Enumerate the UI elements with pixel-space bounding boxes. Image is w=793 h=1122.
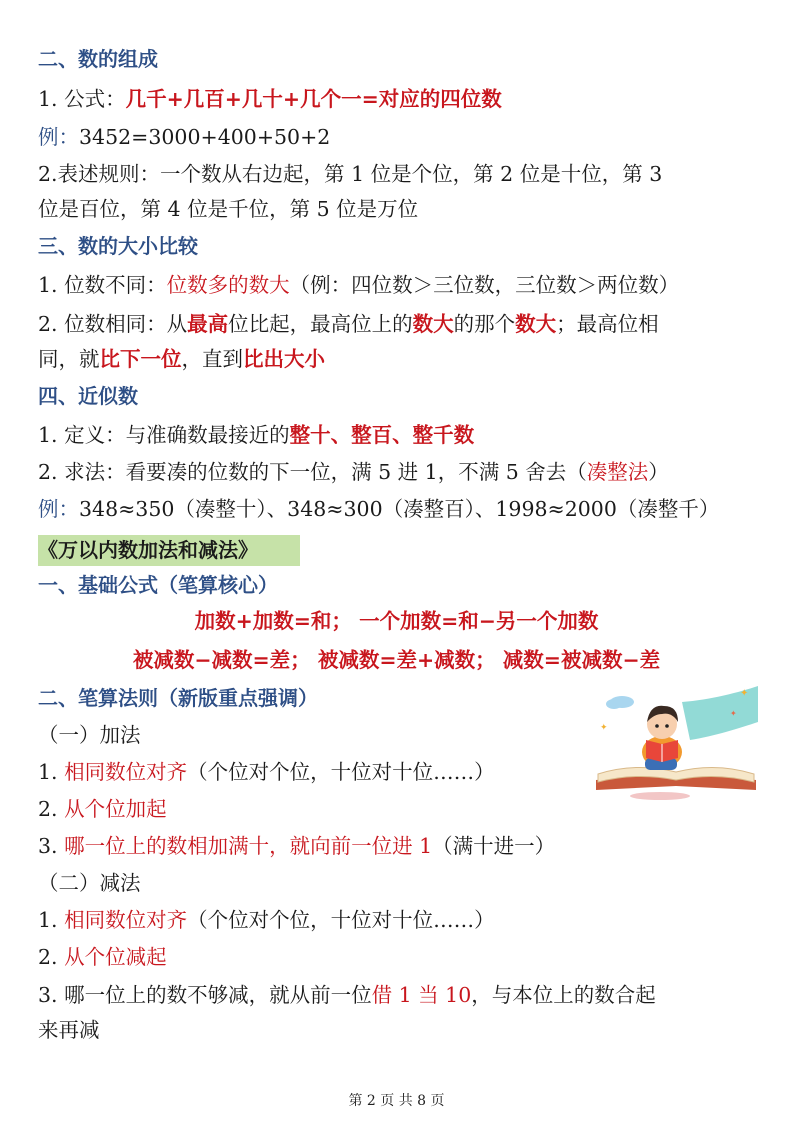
text-part: 1. 定义：与准确数最接近的	[38, 423, 290, 447]
emphasis: 相同数位对齐	[64, 908, 188, 932]
approx-example	[38, 494, 719, 524]
text-part: 1.	[38, 908, 65, 932]
compare-rule-2	[38, 309, 659, 339]
compare-rule-2-cont	[38, 344, 325, 374]
example-label: 例：	[38, 497, 79, 521]
sparkle-icon: ✦	[740, 688, 749, 699]
addition-rule-2	[38, 794, 167, 824]
subtraction-formulas: 被减数−减数=差； 被减数=差+减数； 减数=被减数−差	[132, 648, 661, 672]
text-part: 位比起，最高位上的	[228, 312, 413, 336]
emphasis: 相同数位对齐	[64, 760, 188, 784]
section-heading-formulas: 一、基础公式（笔算核心）	[38, 573, 278, 597]
subtraction-subheading: （二）减法	[38, 871, 141, 895]
text-part: 2.	[38, 945, 65, 969]
emphasis: 比下一位	[99, 347, 182, 371]
approx-method	[38, 457, 669, 487]
text-part: 2. 位数相同：从	[38, 312, 188, 336]
emphasis: 从个位减起	[64, 945, 167, 969]
text-part: （个位对个位，十位对十位……）	[187, 760, 495, 784]
emphasis: 借 1 当 10	[371, 983, 472, 1007]
subtraction-rule-1	[38, 905, 495, 935]
chapter-title: 《万以内数加法和减法》	[38, 535, 300, 566]
text-part: 2. 求法：看要凑的位数的下一位，满 5 进 1，不满 5 舍去（	[38, 460, 587, 484]
sparkle-icon: ✦	[600, 723, 608, 733]
text-part: 的那个	[453, 312, 516, 336]
child-eye	[655, 724, 659, 728]
formula-line	[38, 84, 502, 114]
text-part: 2.	[38, 797, 65, 821]
subtraction-rule-3	[38, 980, 656, 1010]
example-label: 例：	[38, 125, 79, 149]
compare-rule-1-label: 1. 位数不同：	[38, 273, 167, 297]
emphasis: 数大	[515, 312, 557, 336]
sparkle-icon: ✦	[730, 709, 737, 718]
emphasis: 比出大小	[243, 347, 325, 371]
compare-rule-1-emphasis: 位数多的数大	[166, 273, 290, 297]
text-part: 3. 哪一位上的数不够减，就从前一位	[38, 983, 372, 1007]
compare-rule-1-example: （例：四位数＞三位数，三位数＞两位数）	[289, 273, 680, 297]
emphasis: 整十、整百、整千数	[289, 423, 475, 447]
section-heading-rules: 二、笔算法则（新版重点强调）	[38, 686, 318, 710]
cloud-icon	[606, 699, 622, 709]
reading-child-illustration	[590, 682, 762, 804]
example-text: 3452=3000+400+50+2	[79, 125, 331, 149]
subtraction-rule-2	[38, 942, 167, 972]
example-line	[38, 122, 330, 152]
rule-line-1: 2.表述规则：一个数从右边起，第 1 位是个位，第 2 位是十位，第 3	[38, 162, 663, 186]
addition-rule-1	[38, 757, 495, 787]
compare-rule-1	[38, 270, 679, 300]
text-part: ）	[648, 460, 669, 484]
emphasis: 最高	[187, 312, 229, 336]
page-footer: 第 2 页 共 8 页	[348, 1093, 445, 1109]
text-part: 3.	[38, 834, 65, 858]
section-heading-composition: 二、数的组成	[38, 47, 158, 71]
formula-label: 1. 公式：	[38, 87, 126, 111]
addition-formulas: 加数+加数=和； 一个加数=和−另一个加数	[194, 609, 599, 633]
addition-subheading: （一）加法	[38, 723, 141, 747]
text-part: （个位对个位，十位对十位……）	[187, 908, 495, 932]
text-part: ，直到	[181, 347, 243, 371]
emphasis: 凑整法	[586, 460, 649, 484]
approx-definition	[38, 420, 474, 450]
text-part: 1.	[38, 760, 65, 784]
subtraction-rule-3-cont: 来再减	[38, 1018, 100, 1042]
text-part: ；最高位相	[556, 312, 659, 336]
book-shadow	[630, 792, 690, 800]
emphasis: 从个位加起	[64, 797, 167, 821]
text-part: ，与本位上的数合起	[471, 983, 656, 1007]
text-part: （满十进一）	[432, 834, 556, 858]
rule-line-2: 位是百位，第 4 位是千位，第 5 位是万位	[38, 197, 419, 221]
emphasis: 数大	[412, 312, 454, 336]
addition-rule-3	[38, 831, 555, 861]
child-eye	[665, 724, 669, 728]
formula-text: 几千+几百+几十+几个一=对应的四位数	[125, 87, 502, 111]
section-heading-approx: 四、近似数	[38, 384, 138, 408]
text-part: 同，就	[38, 347, 100, 371]
section-heading-compare: 三、数的大小比较	[38, 234, 198, 258]
example-text: 348≈350（凑整十）、348≈300（凑整百）、1998≈2000（凑整千）	[79, 497, 720, 521]
emphasis: 哪一位上的数相加满十，就向前一位进 1	[64, 834, 433, 858]
